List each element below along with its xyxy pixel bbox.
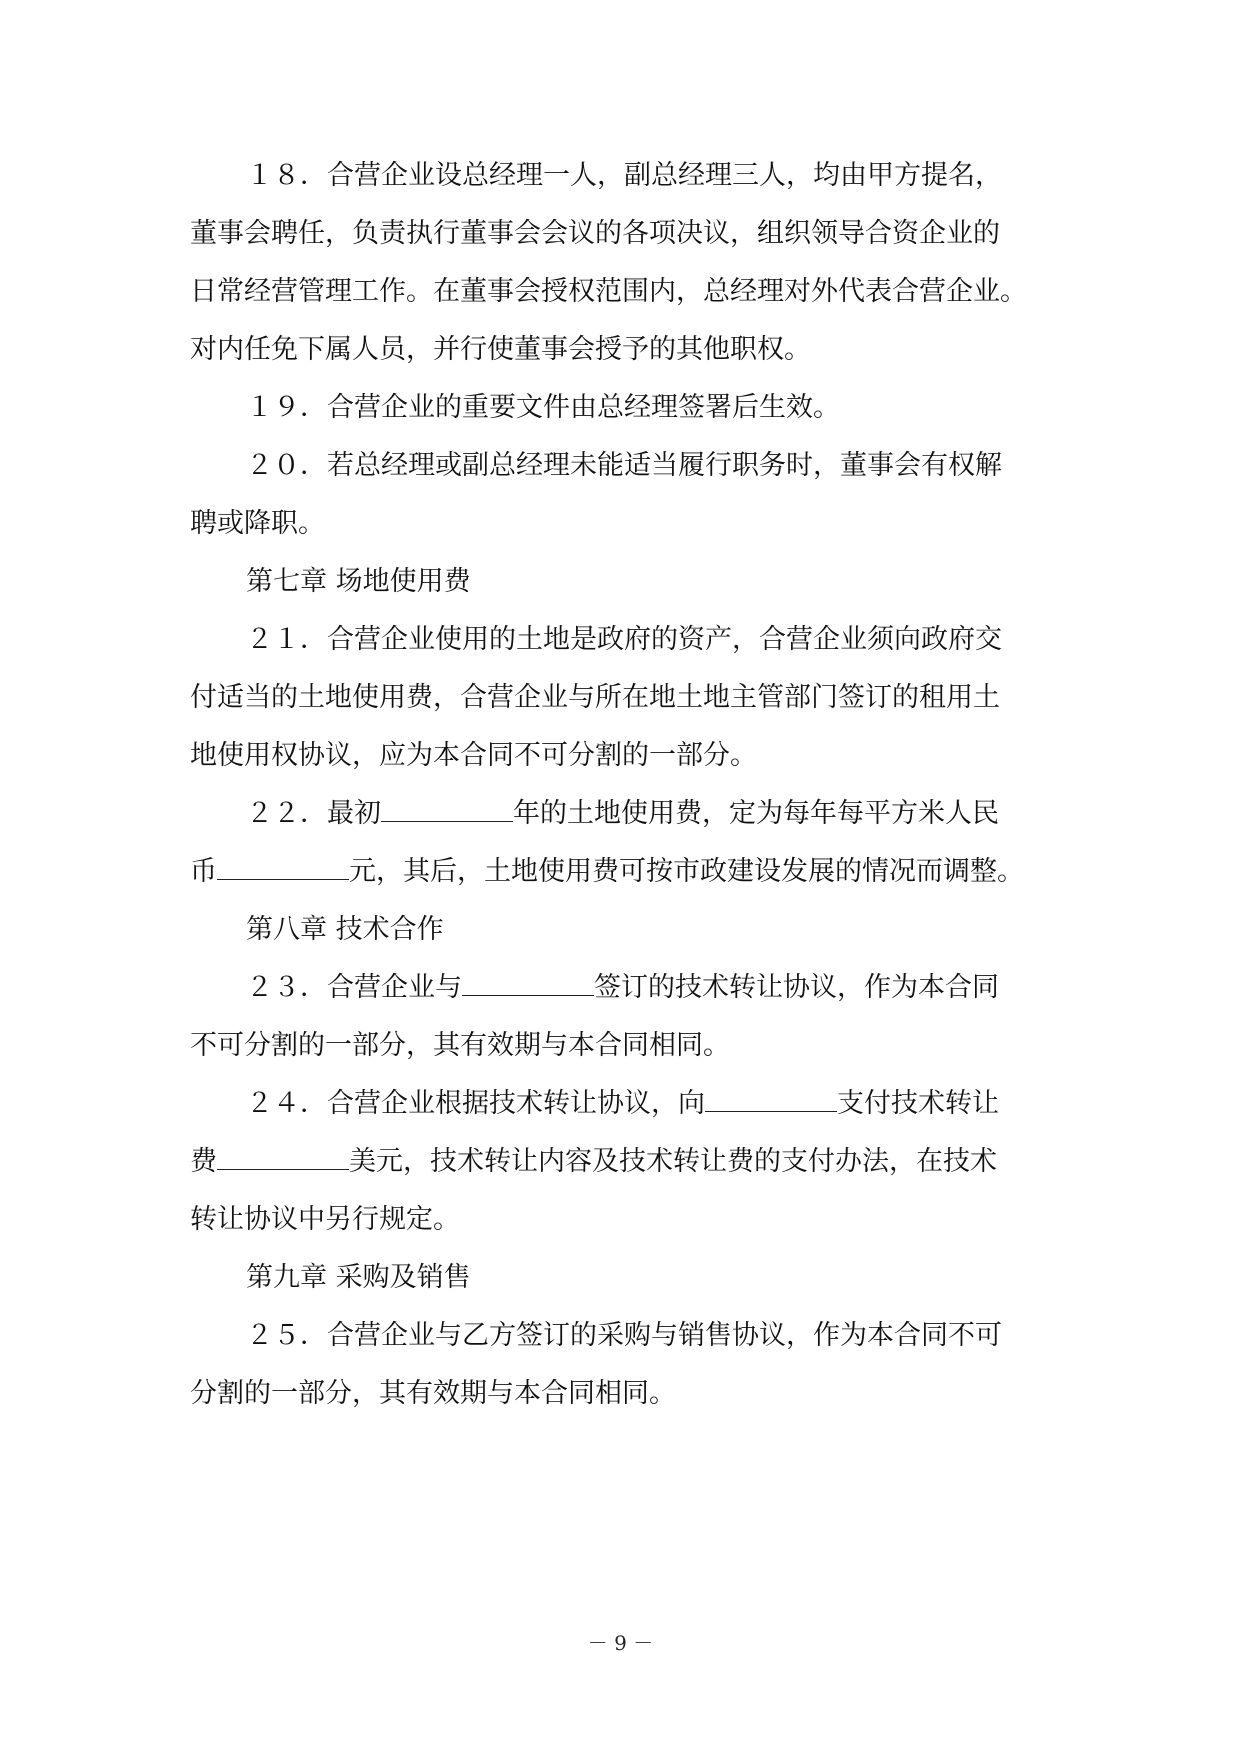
fill-in-blank (705, 1085, 837, 1112)
paragraph-24-line-1 (246, 1082, 1050, 1126)
text-segment: ２３．合营企业与 (246, 972, 462, 1003)
fill-in-blank (217, 853, 349, 880)
fill-in-blank (217, 1143, 349, 1170)
paragraph-20-line-2: 聘或降职。 (190, 508, 325, 539)
fill-in-blank (381, 795, 513, 822)
paragraph-18-line-1: １８．合营企业设总经理一人，副总经理三人，均由甲方提名， (246, 160, 1002, 191)
paragraph-18-line-4: 对内任免下属人员，并行使董事会授予的其他职权。 (190, 334, 811, 365)
fill-in-blank (462, 969, 594, 996)
page-number: － 9 － (587, 1631, 654, 1655)
text-segment: ２４．合营企业根据技术转让协议，向 (246, 1088, 705, 1119)
text-segment: 签订的技术转让协议，作为本合同 (594, 972, 999, 1003)
paragraph-25-line-2: 分割的一部分，其有效期与本合同相同。 (190, 1378, 676, 1409)
text-segment: 币 (190, 856, 217, 887)
text-segment: 支付技术转让 (837, 1088, 999, 1119)
paragraph-18-line-3: 日常经营管理工作。在董事会授权范围内，总经理对外代表合营企业。 (190, 276, 1027, 307)
paragraph-21-line-2: 付适当的土地使用费，合营企业与所在地土地主管部门签订的租用土 (190, 682, 1000, 713)
text-segment: ２２．最初 (246, 798, 381, 829)
paragraph-21-line-1: ２１．合营企业使用的土地是政府的资产，合营企业须向政府交 (246, 624, 1002, 655)
chapter-9-heading: 第九章 采购及销售 (246, 1262, 471, 1293)
chapter-7-heading: 第七章 场地使用费 (246, 566, 471, 597)
text-segment: 元，其后，土地使用费可按市政建设发展的情况而调整。 (349, 856, 1024, 887)
text-segment: 费 (190, 1146, 217, 1177)
paragraph-23-line-2: 不可分割的一部分，其有效期与本合同相同。 (190, 1030, 730, 1061)
paragraph-24-line-2 (190, 1140, 1050, 1184)
paragraph-25-line-1: ２５．合营企业与乙方签订的采购与销售协议，作为本合同不可 (246, 1320, 1002, 1351)
paragraph-18-line-2: 董事会聘任，负责执行董事会会议的各项决议，组织领导合资企业的 (190, 218, 1000, 249)
paragraph-19: １９．合营企业的重要文件由总经理签署后生效。 (246, 392, 840, 423)
text-segment: 年的土地使用费，定为每年每平方米人民 (513, 798, 999, 829)
paragraph-23-line-1 (246, 966, 1050, 1010)
paragraph-24-line-3: 转让协议中另行规定。 (190, 1204, 460, 1235)
paragraph-20-line-1: ２０．若总经理或副总经理未能适当履行职务时，董事会有权解 (246, 450, 1002, 481)
paragraph-22-line-1 (246, 792, 1050, 836)
text-segment: 美元，技术转让内容及技术转让费的支付办法，在技术 (349, 1146, 997, 1177)
paragraph-22-line-2 (190, 850, 1050, 894)
chapter-8-heading: 第八章 技术合作 (246, 914, 444, 945)
paragraph-21-line-3: 地使用权协议，应为本合同不可分割的一部分。 (190, 740, 757, 771)
